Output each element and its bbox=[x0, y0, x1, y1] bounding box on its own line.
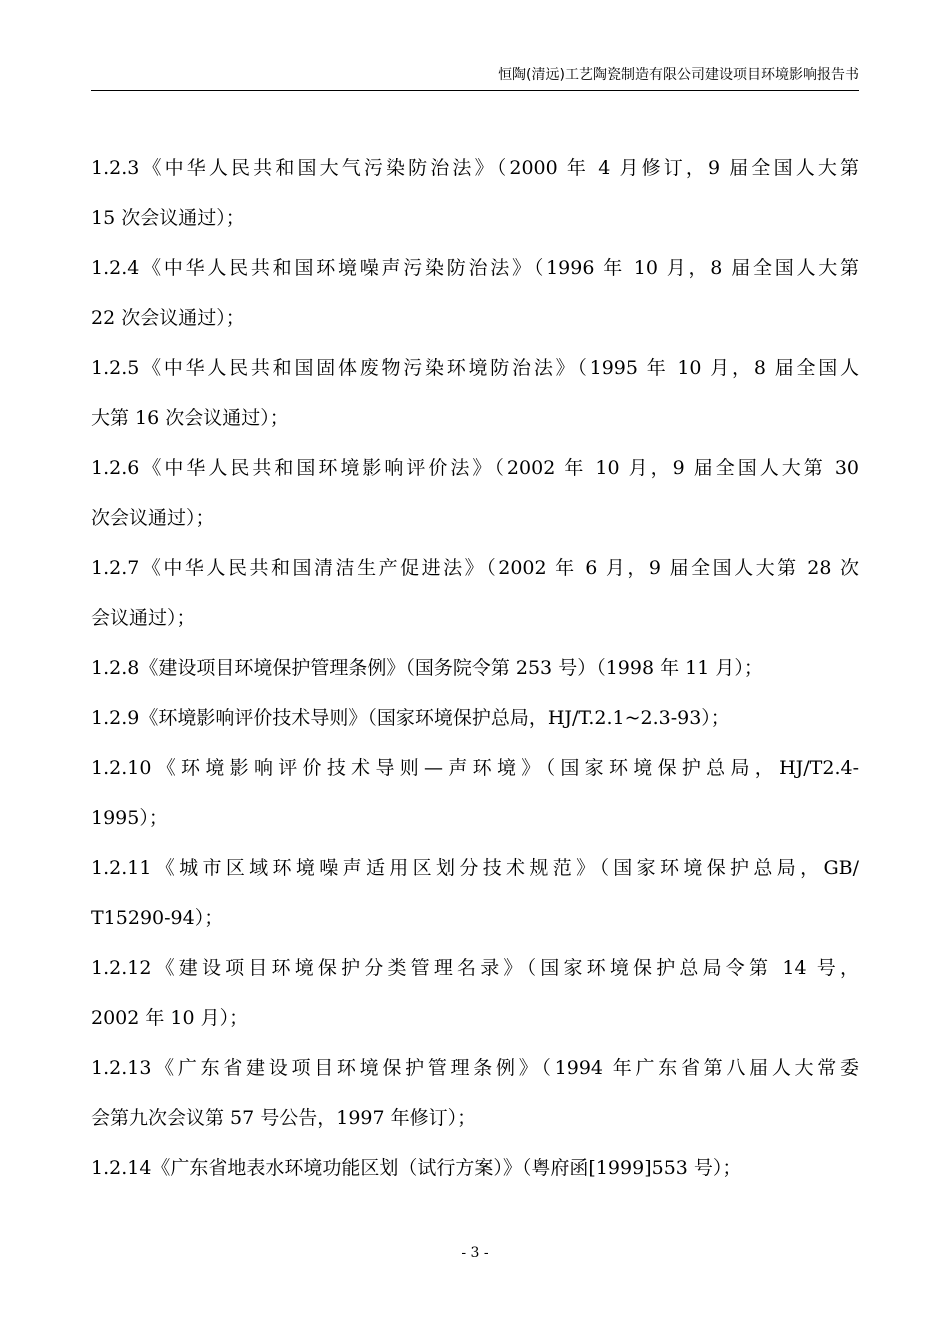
regulation-line: 1.2.12《建设项目环境保护分类管理名录》（国家环境保护总局令第 14 号， bbox=[91, 957, 859, 979]
regulation-line: 会议通过）； bbox=[91, 607, 196, 629]
regulation-item bbox=[91, 543, 859, 643]
regulation-line: 1.2.11《城市区域环境噪声适用区划分技术规范》（国家环境保护总局，GB/ bbox=[91, 857, 859, 879]
regulation-item bbox=[91, 243, 859, 343]
regulation-line: 大第 16 次会议通过）； bbox=[91, 407, 289, 429]
regulation-item bbox=[91, 843, 859, 943]
regulation-line: 1.2.14《广东省地表水环境功能区划（试行方案）》（粤府函[1999]553 号）； bbox=[91, 1157, 742, 1179]
regulation-line: 1.2.10《环境影响评价技术导则—声环境》（国家环境保护总局，HJ/T2.4- bbox=[91, 757, 859, 779]
regulation-line: 会第九次会议第 57 号公告，1997 年修订）； bbox=[91, 1107, 477, 1129]
regulation-line: 1.2.3《中华人民共和国大气污染防治法》（2000 年 4 月修订，9 届全国人大第 bbox=[91, 157, 859, 179]
regulation-item bbox=[91, 343, 859, 443]
regulation-item bbox=[91, 1043, 859, 1143]
regulation-item bbox=[91, 743, 859, 843]
regulation-line: T15290-94）； bbox=[91, 907, 224, 929]
regulation-line: 1.2.7《中华人民共和国清洁生产促进法》（2002 年 6 月，9 届全国人大第 28 次 bbox=[91, 557, 859, 579]
regulation-line: 1.2.5《中华人民共和国固体废物污染环境防治法》（1995 年 10 月，8 届全国人 bbox=[91, 357, 859, 379]
regulation-item bbox=[91, 943, 859, 1043]
regulation-line: 1.2.6《中华人民共和国环境影响评价法》（2002 年 10 月，9 届全国人大第 30 bbox=[91, 457, 859, 479]
page-header bbox=[91, 60, 859, 91]
regulation-item bbox=[91, 643, 859, 693]
regulation-line: 1.2.9《环境影响评价技术导则》（国家环境保护总局，HJ/T.2.1~2.3-93）； bbox=[91, 707, 730, 729]
regulation-line: 次会议通过）； bbox=[91, 507, 215, 529]
regulation-item bbox=[91, 693, 859, 743]
regulation-line: 1.2.8《建设项目环境保护管理条例》（国务院令第 253 号）（1998 年 11 月）； bbox=[91, 657, 763, 679]
regulation-line: 22 次会议通过）； bbox=[91, 307, 245, 329]
regulation-line: 1.2.13《广东省建设项目环境保护管理条例》（1994 年广东省第八届人大常委 bbox=[91, 1057, 859, 1079]
regulation-line: 15 次会议通过）； bbox=[91, 207, 245, 229]
regulation-line: 1.2.4《中华人民共和国环境噪声污染防治法》（1996 年 10 月，8 届全国人大第 bbox=[91, 257, 859, 279]
page-number: - 3 - bbox=[461, 1245, 489, 1261]
document-body bbox=[91, 143, 859, 1193]
header-title: 恒陶(清远)工艺陶瓷制造有限公司建设项目环境影响报告书 bbox=[498, 67, 859, 83]
regulation-item bbox=[91, 1143, 859, 1193]
regulation-line: 1995）； bbox=[91, 807, 168, 829]
regulation-item bbox=[91, 443, 859, 543]
regulation-line: 2002 年 10 月）； bbox=[91, 1007, 249, 1029]
regulation-item bbox=[91, 143, 859, 243]
